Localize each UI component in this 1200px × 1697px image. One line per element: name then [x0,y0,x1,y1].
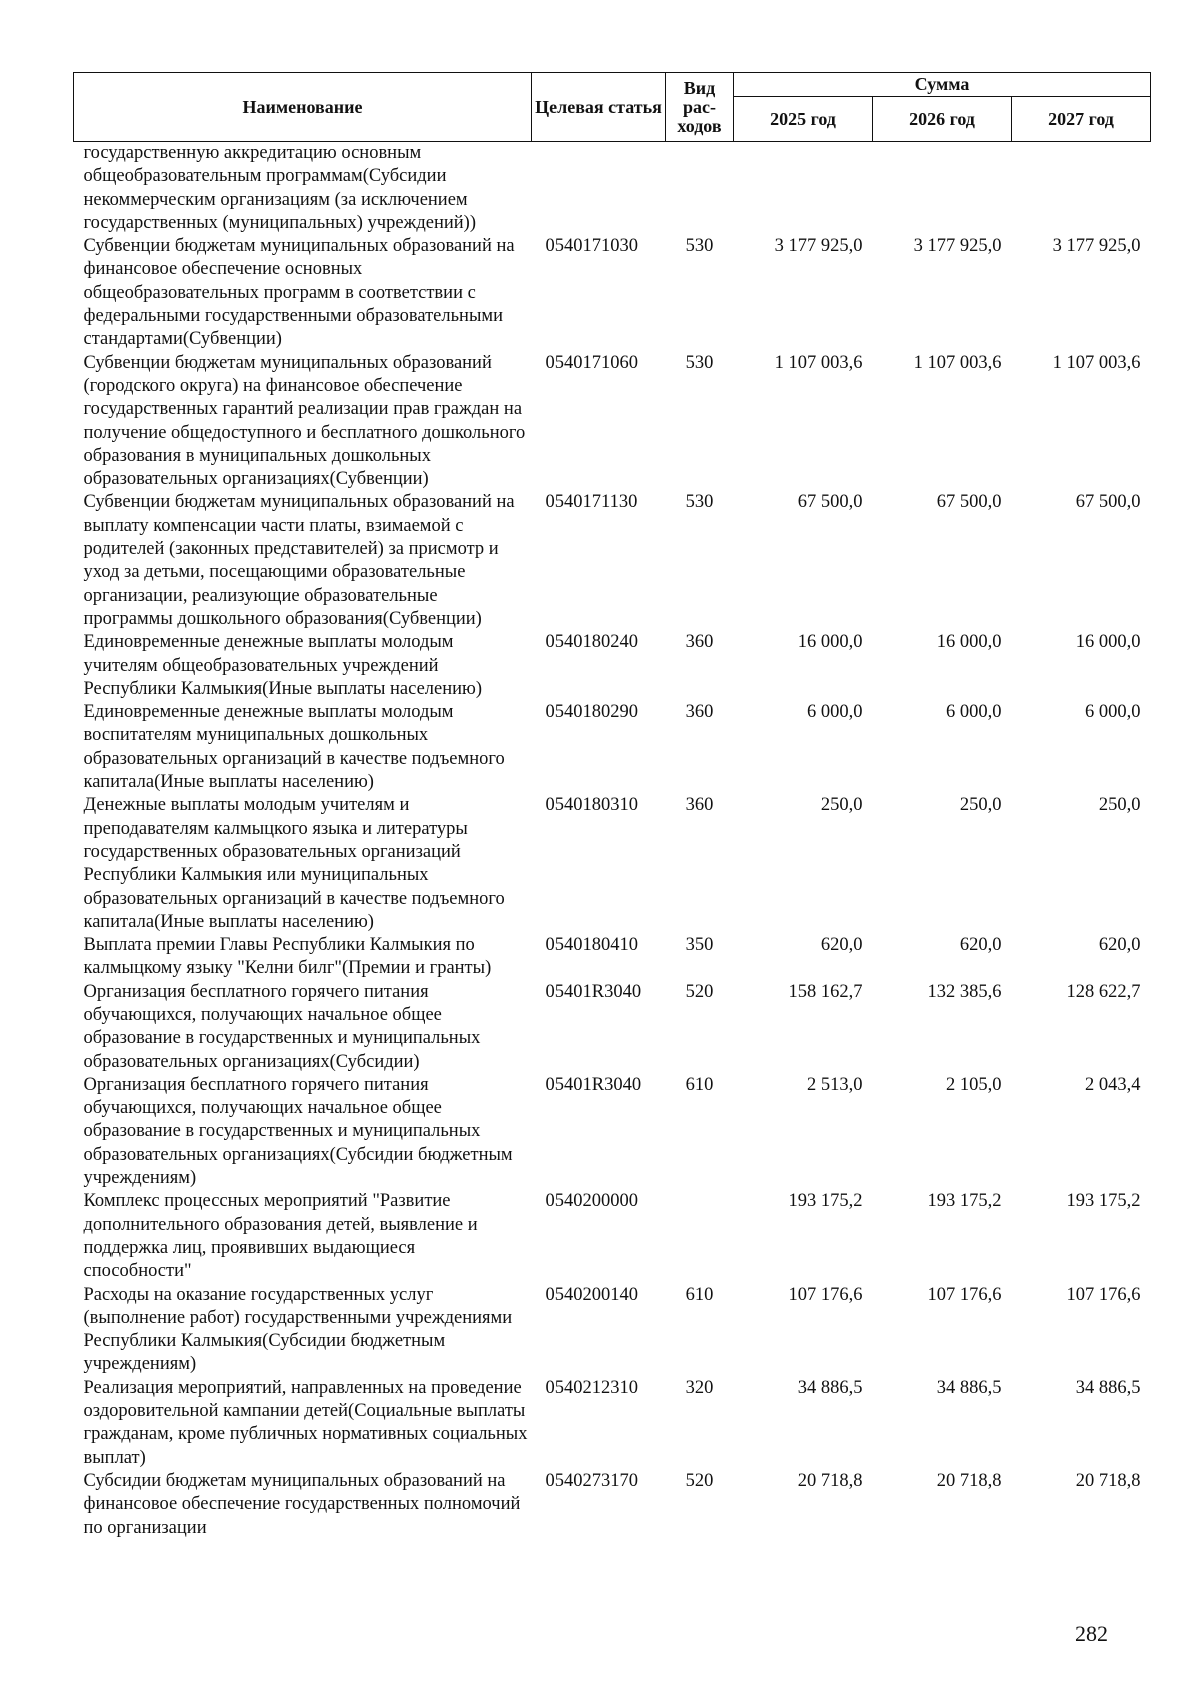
header-year-2027: 2027 год [1012,97,1151,142]
table-row [74,1470,1151,1540]
row-name: Выплата премии Главы Республики Калмыкия по калмыцкому языку "Келни билг"(Премии и гранты) [83,935,492,979]
row-sum-2026: 3 177 925,0 [913,236,1002,257]
row-name: Субсидии бюджетам муниципальных образований на финансовое обеспечение государственных полномочий по организации [83,1470,521,1538]
row-sum-2025: 16 000,0 [797,632,863,653]
row-sum-2027: 2 043,4 [1085,1074,1141,1095]
row-vid: 520 [685,981,714,1002]
row-sum-2025 [734,142,873,236]
table-row [74,794,1151,934]
table-row [74,235,1151,351]
row-sum-2026: 16 000,0 [936,632,1002,653]
row-sum-2026: 107 176,6 [927,1284,1002,1305]
header-name: Наименование [74,73,532,142]
row-sum-2025: 3 177 925,0 [774,236,863,257]
row-sum-2027 [1012,142,1151,236]
table-row [74,1284,1151,1377]
row-sum-2025: 158 162,7 [788,981,863,1002]
table-body [74,142,1151,1540]
row-vid: 530 [685,236,714,257]
row-sum-2025: 620,0 [820,935,863,956]
row-sum-2027: 16 000,0 [1075,632,1141,653]
row-vid [666,142,734,236]
table-row [74,631,1151,701]
row-vid: 610 [685,1284,714,1305]
row-name: Субвенции бюджетам муниципальных образований (городского округа) на финансовое обеспечение государственных гарантий реализации прав граждан на получение общедоступного и бесплатного дошкольного образования в муниципальных дошкольных образовательных организациях(Субвенции) [83,352,526,490]
row-vid: 350 [685,935,714,956]
row-sum-2025: 20 718,8 [797,1470,863,1491]
row-name: Денежные выплаты молодым учителям и преподавателям калмыцкого языка и литературы государственных образовательных организаций Республики Калмыкия или муниципальных образовательных организаций в качестве подъемного капитала(Иные выплаты населению) [83,795,505,932]
row-code: 0540180410 [545,935,638,956]
row-sum-2025: 2 513,0 [807,1074,863,1095]
table-row [74,981,1151,1074]
row-sum-2027: 250,0 [1098,795,1141,816]
row-name: Субвенции бюджетам муниципальных образований на финансовое обеспечение основных общеобразовательных программ в соответствии с федеральными государственными образовательными стандартами(Субвенции) [83,236,515,350]
row-name: Единовременные денежные выплаты молодым воспитателям муниципальных дошкольных образовательных организаций в качестве подъемного капитала(Иные выплаты населению) [83,702,505,793]
row-sum-2027: 6 000,0 [1085,702,1141,723]
row-sum-2025: 6 000,0 [807,702,863,723]
row-vid: 360 [685,795,714,816]
row-code: 0540171130 [545,492,638,513]
row-sum-2027: 107 176,6 [1066,1284,1141,1305]
header-sum: Сумма [734,73,1151,97]
row-name: Реализация мероприятий, направленных на проведение оздоровительной кампании детей(Социальные выплаты гражданам, кроме публичных нормативных социальных выплат) [83,1377,528,1468]
row-code: 05401R3040 [545,1074,642,1095]
row-code: 0540171030 [545,236,638,257]
table-row [74,1190,1151,1283]
table-row [74,1377,1151,1470]
row-vid: 530 [685,492,714,513]
row-sum-2027: 34 886,5 [1075,1377,1141,1398]
budget-table [73,72,1151,1540]
row-sum-2025: 107 176,6 [788,1284,863,1305]
row-sum-2026: 67 500,0 [936,492,1002,513]
row-vid [666,1190,734,1283]
row-sum-2026: 20 718,8 [936,1470,1002,1491]
table-row [74,142,1151,236]
row-sum-2025: 193 175,2 [788,1191,863,1212]
row-sum-2027: 1 107 003,6 [1052,352,1141,373]
row-sum-2025: 67 500,0 [797,492,863,513]
row-name: государственную аккредитацию основным общеобразовательным программам(Субсидии некоммерческим организациям (за исключением государственных (муниципальных) учреждений)) [83,143,476,233]
row-code: 0540200140 [545,1284,638,1305]
row-sum-2025: 34 886,5 [797,1377,863,1398]
row-code: 0540200000 [545,1191,638,1212]
row-sum-2027: 620,0 [1098,935,1141,956]
table-row [74,352,1151,492]
row-code: 0540180240 [545,632,638,653]
table-row [74,1074,1151,1190]
row-vid: 520 [685,1470,714,1491]
row-code: 0540212310 [545,1377,638,1398]
row-sum-2027: 67 500,0 [1075,492,1141,513]
row-code: 0540273170 [545,1470,638,1491]
row-vid: 320 [685,1377,714,1398]
table-row [74,934,1151,981]
row-sum-2027: 128 622,7 [1066,981,1141,1002]
row-sum-2026: 620,0 [959,935,1002,956]
row-vid: 610 [685,1074,714,1095]
row-sum-2026 [873,142,1012,236]
row-code: 0540180310 [545,795,638,816]
row-sum-2027: 20 718,8 [1075,1470,1141,1491]
row-name: Организация бесплатного горячего питания обучающихся, получающих начальное общее образование в государственных и муниципальных образовательных организациях(Субсидии бюджетным учреждениям) [83,1074,513,1189]
table-header [74,73,1151,142]
header-year-2025: 2025 год [734,97,873,142]
row-sum-2026: 132 385,6 [927,981,1002,1002]
row-name: Расходы на оказание государственных услуг (выполнение работ) государственными учреждениями Республики Калмыкия(Субсидии бюджетным учреждениям) [83,1284,513,1375]
row-sum-2026: 250,0 [959,795,1002,816]
row-name: Единовременные денежные выплаты молодым учителям общеобразовательных учреждений Республики Калмыкия(Иные выплаты населению) [83,632,483,699]
row-sum-2026: 193 175,2 [927,1191,1002,1212]
row-sum-2026: 34 886,5 [936,1377,1002,1398]
row-name: Организация бесплатного горячего питания обучающихся, получающих начальное общее образование в государственных и муниципальных образовательных организациях(Субсидии) [83,981,481,1072]
row-sum-2026: 2 105,0 [946,1074,1002,1095]
row-code: 05401R3040 [545,981,642,1002]
header-code: Целевая статья [532,73,666,142]
table-row [74,701,1151,794]
row-sum-2025: 1 107 003,6 [774,352,863,373]
row-code [532,142,666,236]
row-code: 0540171060 [545,352,638,373]
row-sum-2025: 250,0 [820,795,863,816]
row-name: Комплекс процессных мероприятий "Развитие дополнительного образования детей, выявление и поддержка лиц, проявивших выдающиеся способности" [83,1191,478,1282]
page-number: 282 [1075,1621,1108,1646]
row-vid: 360 [685,632,714,653]
row-name: Субвенции бюджетам муниципальных образований на выплату компенсации части платы, взимаемой с родителей (законных представителей) за присмотр и уход за детьми, посещающими образовательные организации, реализующие образовательные программы дошкольного образования(Субвенции) [83,492,515,629]
row-sum-2026: 6 000,0 [946,702,1002,723]
row-sum-2026: 1 107 003,6 [913,352,1002,373]
row-sum-2027: 3 177 925,0 [1052,236,1141,257]
header-year-2026: 2026 год [873,97,1012,142]
row-sum-2027: 193 175,2 [1066,1191,1141,1212]
row-vid: 360 [685,702,714,723]
table-row [74,491,1151,631]
row-code: 0540180290 [545,702,638,723]
row-vid: 530 [685,352,714,373]
header-vid: Вид рас-ходов [666,73,734,142]
